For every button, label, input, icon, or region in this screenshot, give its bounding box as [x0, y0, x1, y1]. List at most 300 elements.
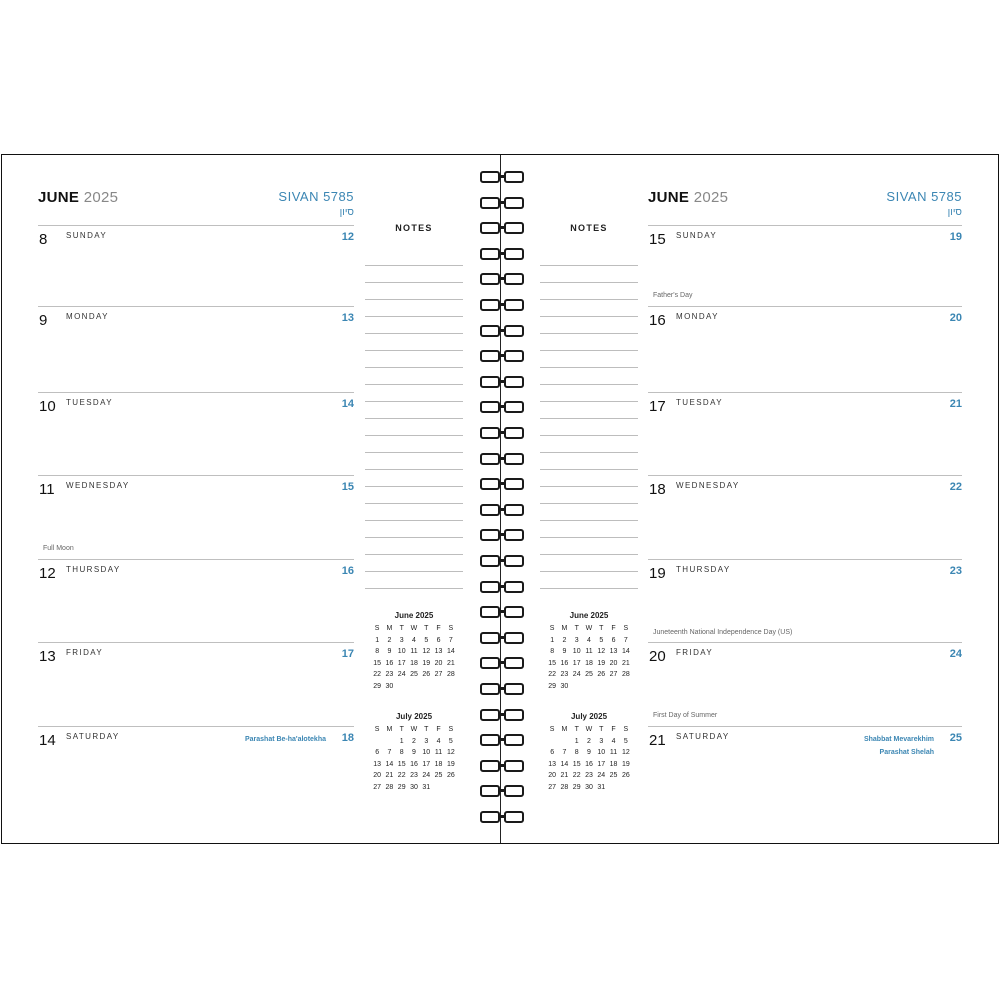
mini-calendar-day: 26: [621, 772, 630, 780]
mini-calendar-day: 25: [434, 772, 443, 780]
planner-spread: [1, 154, 999, 844]
day-row[interactable]: [648, 475, 962, 560]
mini-calendar-week: [546, 747, 632, 759]
day-number: 11: [39, 481, 55, 498]
right-page: [648, 155, 962, 843]
mini-calendar-day: 7: [623, 636, 628, 644]
mini-calendar-day: 3: [574, 636, 579, 644]
mini-calendar-day: 16: [560, 659, 569, 667]
weekday-initial: S: [448, 625, 454, 633]
weekday-initial: S: [549, 726, 555, 734]
day-number: 13: [39, 648, 56, 665]
spiral-ring: [478, 760, 526, 772]
weekday-label: THURSDAY: [66, 565, 121, 574]
mini-calendar-week: [371, 635, 457, 647]
mini-calendar-day: 13: [373, 760, 382, 768]
mini-calendar-day: 28: [385, 783, 394, 791]
mini-calendar-day: 15: [373, 659, 382, 667]
mini-calendar-july: [371, 712, 457, 793]
hebrew-date: 15: [341, 481, 354, 493]
weekday-initial: F: [611, 726, 616, 734]
day-row[interactable]: [648, 306, 962, 393]
mini-calendar-week: [371, 747, 457, 759]
spiral-ring: [478, 734, 526, 746]
hebrew-date: 20: [949, 312, 962, 324]
mini-calendar-day: 22: [548, 671, 557, 679]
mini-calendar-day: 17: [572, 659, 581, 667]
mini-calendar-title: June 2025: [569, 611, 609, 620]
day-row[interactable]: [648, 726, 962, 837]
day-event: Father's Day: [653, 292, 693, 299]
spiral-ring: [478, 683, 526, 695]
spiral-ring: [478, 453, 526, 465]
parasha-label: Shabbat Mevarekhim Parashat Shelah: [863, 736, 934, 756]
mini-calendar-day: 15: [548, 659, 557, 667]
mini-calendar-day: 14: [621, 648, 630, 656]
mini-calendar-day: 13: [434, 648, 443, 656]
weekday-initial: W: [410, 726, 418, 734]
mini-calendar-day: [383, 736, 395, 748]
mini-calendar-day: 8: [399, 749, 404, 757]
day-number: 17: [649, 398, 666, 415]
mini-calendar-week: [546, 646, 632, 658]
mini-calendar-day: 10: [572, 648, 581, 656]
mini-calendar-day: 23: [560, 671, 569, 679]
mini-calendar-week: [371, 759, 457, 771]
mini-calendar-day: 27: [434, 671, 443, 679]
mini-calendar-day: 1: [399, 737, 404, 745]
mini-calendar-day: 26: [446, 772, 455, 780]
hebrew-month: SIVAN 5785: [278, 189, 354, 204]
mini-calendar-day: 14: [446, 648, 455, 656]
mini-calendar-day: 23: [410, 772, 418, 780]
mini-calendar-day: 26: [422, 671, 431, 679]
mini-calendar-day: 19: [621, 760, 630, 768]
day-number: 16: [649, 312, 666, 329]
mini-calendar-day: 10: [397, 648, 406, 656]
mini-calendar-week: [371, 658, 457, 670]
month-title: [38, 189, 118, 206]
hebrew-date: 17: [341, 648, 354, 660]
mini-calendar-week: [371, 646, 457, 658]
mini-calendar-grid: [371, 623, 457, 692]
mini-calendar-day: 24: [572, 671, 581, 679]
weekday-initial: M: [386, 726, 393, 734]
month-name: JUNE: [648, 189, 690, 206]
mini-calendar-july: [546, 712, 632, 793]
weekday-label: WEDNESDAY: [676, 481, 740, 490]
weekday-label: SUNDAY: [66, 231, 108, 240]
mini-calendar-day: [558, 736, 570, 748]
mini-calendar-day: 3: [424, 737, 429, 745]
mini-calendar-day: 5: [599, 636, 604, 644]
mini-calendar-day: 14: [385, 760, 394, 768]
mini-calendar-day: 9: [412, 749, 416, 757]
day-number: 18: [649, 481, 666, 498]
mini-calendar-day: [607, 681, 619, 693]
day-event: Juneteenth National Independence Day (US): [653, 629, 793, 636]
spiral-ring: [478, 555, 526, 567]
mini-calendar-day: 5: [623, 737, 628, 745]
day-row[interactable]: [38, 559, 354, 643]
mini-calendar-day: 3: [599, 737, 604, 745]
day-event: Full Moon: [43, 545, 74, 552]
mini-calendar-day: [571, 681, 583, 693]
mini-calendar-day: 6: [550, 749, 555, 757]
mini-calendar-june: [371, 611, 457, 692]
day-event: First Day of Summer: [653, 712, 718, 719]
spiral-ring: [478, 427, 526, 439]
weekday-initial: T: [599, 625, 604, 633]
mini-calendar-day: 1: [574, 737, 579, 745]
mini-calendar-week: [371, 770, 457, 782]
mini-calendar-day: 9: [587, 749, 591, 757]
notes-title: NOTES: [395, 223, 433, 233]
mini-calendar-day: 12: [422, 648, 431, 656]
mini-calendar-day: [546, 736, 558, 748]
weekday-initial: W: [585, 726, 593, 734]
spiral-ring: [478, 325, 526, 337]
mini-calendar-day: 1: [375, 636, 380, 644]
spiral-ring: [478, 632, 526, 644]
hebrew-date: 21: [949, 398, 962, 410]
spiral-ring: [478, 478, 526, 490]
hebrew-month: SIVAN 5785: [886, 189, 962, 204]
mini-calendar-title: July 2025: [395, 712, 433, 721]
mini-calendar-day: 19: [422, 659, 431, 667]
mini-calendar-day: 19: [446, 760, 455, 768]
day-row[interactable]: [648, 642, 962, 727]
weekday-label: FRIDAY: [66, 648, 104, 657]
hebrew-date: 18: [341, 732, 354, 744]
mini-calendar-week: [546, 736, 632, 748]
mini-calendar-day: 28: [560, 783, 569, 791]
mini-calendar-day: 7: [448, 636, 453, 644]
spiral-ring: [478, 504, 526, 516]
day-number: 10: [39, 398, 56, 415]
day-number: 20: [649, 648, 666, 665]
spiral-ring: [478, 581, 526, 593]
mini-calendar-day: 4: [587, 636, 591, 644]
mini-calendar-day: 16: [585, 760, 593, 768]
mini-calendar-day: [620, 782, 632, 794]
mini-calendar-day: 21: [621, 659, 630, 667]
mini-calendar-day: 2: [412, 737, 416, 745]
month-year: 2025: [693, 189, 729, 206]
weekday-initial: S: [448, 726, 454, 734]
mini-calendar-week: [546, 759, 632, 771]
hebrew-date: 16: [341, 565, 354, 577]
day-number: 9: [39, 312, 48, 329]
weekday-initial: F: [436, 726, 441, 734]
mini-calendar-day: [620, 681, 632, 693]
weekday-initial: T: [399, 625, 404, 633]
weekday-initial: S: [549, 625, 555, 633]
mini-calendar-day: 19: [597, 659, 606, 667]
mini-calendar-day: 24: [397, 671, 406, 679]
mini-calendar-day: 21: [560, 772, 569, 780]
mini-calendar-day: 16: [410, 760, 418, 768]
mini-calendar-day: [371, 736, 383, 748]
mini-calendar-day: 29: [572, 783, 581, 791]
day-row[interactable]: [38, 225, 354, 307]
notes-lines[interactable]: [365, 249, 463, 589]
mini-calendar-day: 13: [609, 648, 618, 656]
spiral-ring: [478, 709, 526, 721]
hebrew-month-script: סיון: [947, 207, 962, 218]
day-row[interactable]: [38, 726, 354, 837]
day-number: 14: [39, 732, 56, 749]
mini-calendar-day: 17: [422, 760, 431, 768]
mini-calendar-week: [546, 681, 632, 693]
weekday-label: MONDAY: [676, 312, 719, 321]
mini-calendar-day: [445, 681, 457, 693]
mini-calendar-day: 28: [621, 671, 630, 679]
mini-calendar-day: 24: [422, 772, 431, 780]
mini-calendar-title: July 2025: [570, 712, 608, 721]
weekday-label: MONDAY: [66, 312, 109, 321]
mini-calendar-week: [546, 782, 632, 794]
weekday-initial: S: [623, 726, 629, 734]
weekday-label: TUESDAY: [66, 398, 113, 407]
mini-calendar-day: 14: [560, 760, 569, 768]
weekday-label: TUESDAY: [676, 398, 723, 407]
mini-calendar-grid: [546, 724, 632, 793]
day-number: 12: [39, 565, 56, 582]
mini-calendar-day: 26: [597, 671, 606, 679]
mini-calendar-day: 22: [397, 772, 406, 780]
mini-calendar-day: 7: [562, 749, 567, 757]
mini-calendar-day: 3: [399, 636, 404, 644]
mini-calendar-day: 21: [385, 772, 394, 780]
day-number: 19: [649, 565, 666, 582]
weekday-initial: W: [585, 625, 593, 633]
mini-calendar-day: 28: [446, 671, 455, 679]
mini-calendar-day: 8: [550, 648, 555, 656]
weekday-label: SATURDAY: [66, 732, 120, 741]
mini-calendar-day: 11: [609, 749, 618, 757]
mini-calendar-day: 5: [424, 636, 429, 644]
mini-calendar-day: 20: [434, 659, 443, 667]
weekday-label: SUNDAY: [676, 231, 718, 240]
hebrew-month-script: סיון: [339, 207, 354, 218]
day-number: 21: [649, 732, 666, 749]
mini-calendar-day: 6: [375, 749, 380, 757]
day-row[interactable]: [648, 392, 962, 476]
spiral-ring: [478, 171, 526, 183]
hebrew-date: 22: [949, 481, 962, 493]
mini-calendar-day: 20: [609, 659, 618, 667]
hebrew-date: 14: [341, 398, 354, 410]
mini-calendar-day: 4: [611, 737, 616, 745]
mini-calendar-day: [408, 681, 420, 693]
spiral-ring: [478, 401, 526, 413]
mini-calendar-day: 21: [446, 659, 455, 667]
mini-calendar-day: 27: [373, 783, 382, 791]
mini-calendar-day: [420, 681, 432, 693]
mini-calendar-day: 30: [410, 783, 418, 791]
mini-calendar-day: 31: [597, 783, 606, 791]
mini-calendar-day: [445, 782, 457, 794]
mini-calendar-week: [546, 658, 632, 670]
weekday-initial: M: [386, 625, 393, 633]
mini-calendar-day: 30: [385, 682, 394, 690]
mini-calendar-day: 2: [587, 737, 591, 745]
mini-calendar-day: 16: [385, 659, 394, 667]
mini-calendar-week: [546, 770, 632, 782]
day-row[interactable]: [38, 642, 354, 727]
mini-calendar-week: [546, 635, 632, 647]
mini-calendar-day: 29: [397, 783, 406, 791]
spiral-ring: [478, 529, 526, 541]
mini-calendar-day: 8: [375, 648, 380, 656]
day-row[interactable]: [38, 306, 354, 393]
mini-calendar-day: 4: [412, 636, 416, 644]
day-row[interactable]: [38, 475, 354, 560]
mini-calendar-week: [371, 782, 457, 794]
mini-calendar-day: 23: [385, 671, 394, 679]
mini-calendar-day: 11: [410, 648, 418, 656]
day-row[interactable]: [648, 225, 962, 307]
mini-calendar-day: 20: [373, 772, 382, 780]
mini-calendar-week: [371, 681, 457, 693]
mini-calendar-day: 18: [410, 659, 418, 667]
mini-calendar-day: 7: [387, 749, 392, 757]
mini-calendar-day: 27: [609, 671, 618, 679]
mini-calendar-day: 8: [574, 749, 579, 757]
weekday-label: FRIDAY: [676, 648, 714, 657]
mini-calendar-grid: [546, 623, 632, 692]
spiral-ring: [478, 197, 526, 209]
mini-calendar-day: 20: [548, 772, 557, 780]
mini-calendar-day: 2: [562, 636, 567, 644]
notes-title: NOTES: [570, 223, 608, 233]
mini-calendar-day: [583, 681, 595, 693]
mini-calendar-day: 31: [422, 783, 431, 791]
spiral-ring: [478, 299, 526, 311]
mini-calendar-day: 5: [448, 737, 453, 745]
weekday-initial: S: [623, 625, 629, 633]
mini-calendar-day: 18: [609, 760, 618, 768]
weekday-initial: T: [599, 726, 604, 734]
hebrew-date: 23: [949, 565, 962, 577]
weekday-initial: F: [611, 625, 616, 633]
weekday-initial: T: [424, 726, 429, 734]
hebrew-date: 13: [341, 312, 354, 324]
mini-calendar-day: 27: [548, 783, 557, 791]
hebrew-date: 25: [949, 732, 962, 744]
parasha-label: Parashat Be-ha'alotekha: [244, 736, 326, 743]
spiral-ring: [478, 350, 526, 362]
weekday-label: THURSDAY: [676, 565, 731, 574]
mini-calendar-day: 15: [397, 760, 406, 768]
day-row[interactable]: [648, 559, 962, 643]
day-number: 15: [649, 231, 666, 248]
mini-calendar-day: 2: [387, 636, 392, 644]
mini-calendar-day: 29: [373, 682, 382, 690]
spiral-ring: [478, 222, 526, 234]
mini-calendar-day: 24: [597, 772, 606, 780]
month-name: JUNE: [38, 189, 80, 206]
day-row[interactable]: [38, 392, 354, 476]
month-title: [648, 189, 728, 206]
mini-calendar-day: 17: [597, 760, 606, 768]
mini-calendar-title: June 2025: [394, 611, 434, 620]
weekday-initial: T: [574, 625, 579, 633]
hebrew-date: 12: [341, 231, 354, 243]
mini-calendar-day: 25: [609, 772, 618, 780]
weekday-label: SATURDAY: [676, 732, 730, 741]
weekday-initial: F: [436, 625, 441, 633]
mini-calendar-week: [371, 736, 457, 748]
mini-calendar-grid: [371, 724, 457, 793]
mini-calendar-day: 18: [585, 659, 593, 667]
spiral-ring: [478, 606, 526, 618]
mini-calendar-day: [595, 681, 607, 693]
mini-calendar-day: 6: [611, 636, 616, 644]
mini-calendar-day: 30: [585, 783, 593, 791]
mini-calendar-day: 29: [548, 682, 557, 690]
mini-calendar-day: 15: [572, 760, 581, 768]
mini-calendar-day: 25: [410, 671, 418, 679]
day-number: 8: [39, 231, 48, 248]
mini-calendar-day: 12: [621, 749, 630, 757]
mini-calendar-day: 23: [585, 772, 593, 780]
weekday-initial: M: [561, 625, 568, 633]
mini-calendar-day: 11: [585, 648, 593, 656]
mini-calendar-day: [432, 681, 444, 693]
mini-calendar-day: 30: [560, 682, 569, 690]
mini-calendar-day: [396, 681, 408, 693]
mini-calendar-june: [546, 611, 632, 692]
mini-calendar-day: 12: [597, 648, 606, 656]
mini-calendar-day: [607, 782, 619, 794]
mini-calendar-day: 12: [446, 749, 455, 757]
mini-calendar-week: [371, 669, 457, 681]
mini-calendar-day: 18: [434, 760, 443, 768]
spiral-ring: [478, 273, 526, 285]
mini-calendar-day: 9: [562, 648, 567, 656]
weekday-initial: T: [399, 726, 404, 734]
weekday-initial: S: [374, 726, 380, 734]
mini-calendar-day: 25: [585, 671, 593, 679]
notes-lines[interactable]: [540, 249, 638, 589]
weekday-initial: M: [561, 726, 568, 734]
weekday-initial: S: [374, 625, 380, 633]
mini-calendar-day: 11: [434, 749, 443, 757]
weekday-initial: W: [410, 625, 418, 633]
weekday-label: WEDNESDAY: [66, 481, 130, 490]
mini-calendar-week: [546, 669, 632, 681]
spiral-ring: [478, 376, 526, 388]
mini-calendar-day: 22: [373, 671, 382, 679]
mini-calendar-day: 22: [572, 772, 581, 780]
month-year: 2025: [83, 189, 119, 206]
mini-calendar-day: 4: [436, 737, 441, 745]
spiral-ring: [478, 785, 526, 797]
mini-calendar-day: 1: [550, 636, 555, 644]
spiral-ring: [478, 811, 526, 823]
weekday-initial: T: [424, 625, 429, 633]
mini-calendar-day: 10: [422, 749, 431, 757]
spiral-ring: [478, 248, 526, 260]
mini-calendar-day: [432, 782, 444, 794]
left-page: [38, 155, 354, 843]
hebrew-date: 24: [949, 648, 962, 660]
mini-calendar-day: 10: [597, 749, 606, 757]
spiral-ring: [478, 657, 526, 669]
weekday-initial: T: [574, 726, 579, 734]
